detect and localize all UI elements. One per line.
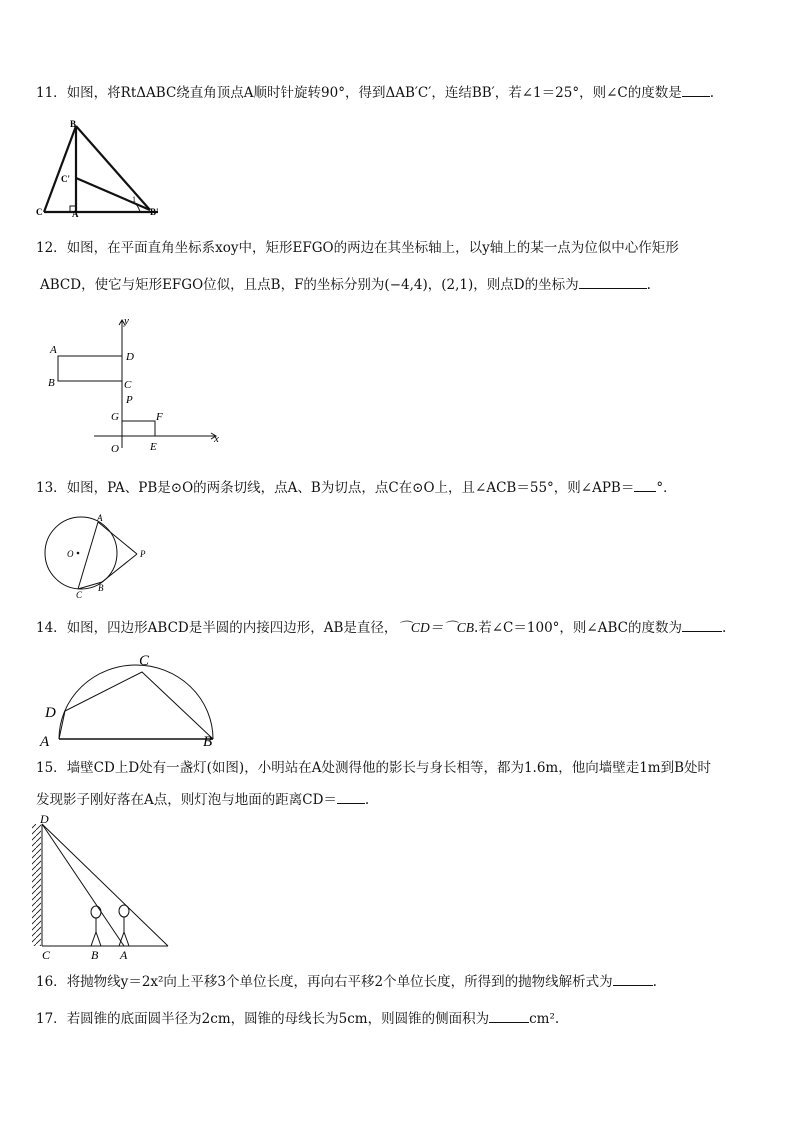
label-O: O (111, 443, 119, 455)
question-text: 如图，PA、PB是⊙O的两条切线，点A、B为切点，点C在⊙O上，且∠ACB＝55°，则∠APB＝ (66, 480, 635, 496)
label-B: B (91, 948, 99, 962)
question-text: 墙壁CD上D处有一盏灯(如图)，小明站在A处测得他的影长与身长相等，都为1.6m，他向墙壁走1m到B处时 (66, 760, 712, 776)
question-tail: . (709, 85, 715, 101)
question-number: 14． (36, 620, 67, 636)
question-11 (36, 84, 714, 102)
question-number: 13． (36, 480, 67, 496)
question-16 (36, 973, 657, 991)
answer-blank[interactable] (634, 479, 656, 492)
label-B: B (98, 583, 104, 593)
q13-figure (40, 512, 160, 602)
label-O: O (67, 549, 74, 559)
label-B: B (70, 119, 77, 129)
question-number: 15． (36, 760, 67, 776)
question-text: ABCD，使它与矩形EFGO位似，且点B，F的坐标分别为(−4,4)，(2,1)，则点D的坐标为 (40, 277, 579, 293)
label-A: A (120, 948, 128, 962)
question-15-line1 (36, 759, 711, 777)
arc-equality: ⌒CD＝⌒CB (397, 620, 474, 635)
question-14 (36, 619, 726, 637)
label-P: P (140, 549, 146, 559)
label-C: C (36, 207, 43, 217)
label-C: C (124, 379, 132, 391)
q11-figure (36, 120, 166, 220)
label-G: G (111, 411, 119, 423)
question-text: 如图，将RtΔABC绕直角顶点A顺时针旋转90°，得到ΔAB′C′，连结BB′，若∠1＝25°，则∠C的度数是 (66, 85, 682, 101)
question-text: 如图，在平面直角坐标系xoy中，矩形EFGO的两边在其坐标轴上，以y轴上的某一点为位似中心作矩形 (66, 240, 679, 256)
q14-figure (36, 650, 226, 750)
label-D: D (126, 351, 134, 363)
label-C: C (139, 653, 150, 669)
q15-figure (30, 812, 180, 962)
label-C-prime: C' (61, 174, 70, 184)
answer-blank[interactable] (579, 276, 647, 289)
question-17 (36, 1010, 559, 1028)
answer-blank[interactable] (682, 619, 722, 632)
question-tail: . (646, 277, 651, 293)
question-text: 发现影子刚好落在A点，则灯泡与地面的距离CD＝ (36, 792, 337, 808)
question-13 (36, 479, 677, 497)
label-A: A (40, 734, 50, 750)
question-tail: . (652, 974, 657, 990)
label-P: P (126, 394, 133, 406)
label-C: C (76, 590, 83, 600)
question-tail: cm². (529, 1011, 560, 1027)
question-text: 如图，四边形ABCD是半圆的内接四边形，AB是直径， (66, 620, 398, 636)
question-15-line2 (36, 791, 369, 809)
axis-y-label: y (124, 315, 129, 327)
question-number: 11． (36, 85, 67, 101)
label-A: A (50, 344, 57, 356)
question-tail: . (721, 620, 727, 636)
answer-blank[interactable] (613, 973, 653, 986)
question-12-line2 (40, 276, 651, 294)
question-text: 若圆锥的底面圆半径为2cm，圆锥的母线长为5cm，则圆锥的侧面积为 (66, 1011, 490, 1027)
axis-x-label: x (214, 433, 219, 445)
question-text-post: .若∠C＝100°，则∠ABC的度数为 (473, 620, 682, 636)
label-B: B (48, 377, 55, 389)
label-B-prime: B' (150, 207, 159, 217)
question-number: 17． (36, 1011, 67, 1027)
question-number: 12． (36, 240, 67, 256)
question-text: 将抛物线y＝2x²向上平移3个单位长度，再向右平移2个单位长度，所得到的抛物线解析式为 (66, 974, 613, 990)
answer-blank[interactable] (337, 791, 365, 804)
question-tail: . (364, 792, 370, 808)
q12-figure (44, 315, 234, 458)
label-F: F (156, 411, 163, 423)
question-tail: °． (656, 480, 677, 496)
label-A: A (97, 513, 103, 523)
question-number: 16． (36, 974, 67, 990)
label-angle-1: 1 (132, 195, 136, 204)
label-C: C (42, 948, 51, 962)
question-12-line1 (36, 239, 679, 257)
answer-blank[interactable] (682, 84, 710, 97)
label-D: D (40, 812, 49, 826)
label-A: A (72, 209, 79, 219)
label-B: B (203, 734, 213, 750)
label-D: D (45, 705, 56, 721)
answer-blank[interactable] (489, 1010, 529, 1023)
label-E: E (150, 441, 157, 453)
